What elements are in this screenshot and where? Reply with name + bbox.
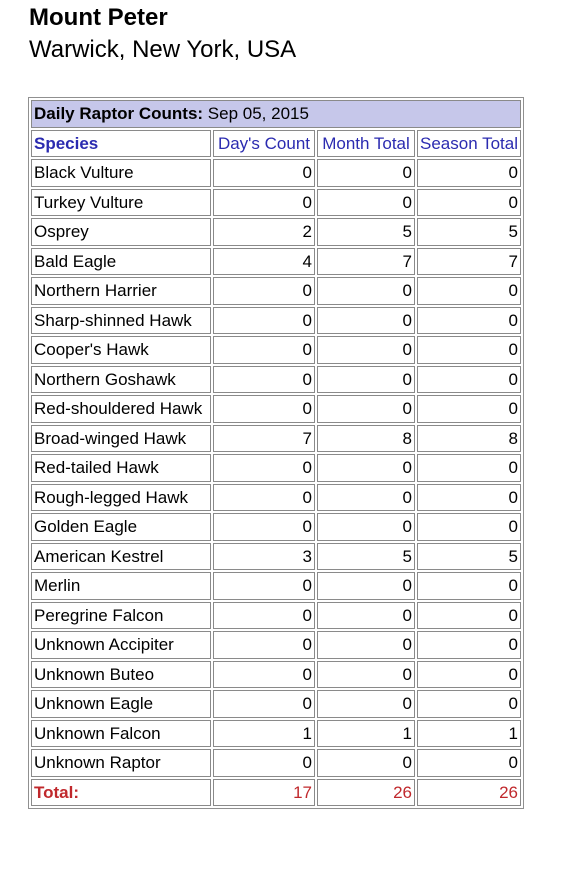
table-row	[31, 189, 521, 217]
month-total-cell: 0	[317, 307, 415, 335]
species-name: Northern Harrier	[31, 277, 211, 305]
month-total-cell: 8	[317, 425, 415, 453]
total-season-total: 26	[417, 779, 521, 807]
month-total-cell: 5	[317, 218, 415, 246]
table-title-label: Daily Raptor Counts:	[34, 104, 204, 123]
species-name: Turkey Vulture	[31, 189, 211, 217]
species-name: Golden Eagle	[31, 513, 211, 541]
species-name: Unknown Accipiter	[31, 631, 211, 659]
species-name: American Kestrel	[31, 543, 211, 571]
table-row	[31, 543, 521, 571]
header-month-total: Month Total	[317, 130, 415, 158]
season-total-cell: 0	[417, 277, 521, 305]
species-name: Northern Goshawk	[31, 366, 211, 394]
month-total-cell: 0	[317, 366, 415, 394]
table-title	[31, 100, 521, 128]
days-count-cell: 2	[213, 218, 315, 246]
table-row	[31, 336, 521, 364]
table-row	[31, 366, 521, 394]
table-row	[31, 454, 521, 482]
table-row	[31, 690, 521, 718]
header-species: Species	[31, 130, 211, 158]
season-total-cell: 0	[417, 513, 521, 541]
table-row	[31, 277, 521, 305]
season-total-cell: 5	[417, 218, 521, 246]
species-name: Unknown Raptor	[31, 749, 211, 777]
species-name: Peregrine Falcon	[31, 602, 211, 630]
site-name: Mount Peter	[29, 4, 168, 31]
days-count-cell: 0	[213, 602, 315, 630]
table-row	[31, 720, 521, 748]
month-total-cell: 0	[317, 336, 415, 364]
days-count-cell: 0	[213, 454, 315, 482]
table-row	[31, 307, 521, 335]
season-total-cell: 8	[417, 425, 521, 453]
days-count-cell: 0	[213, 366, 315, 394]
month-total-cell: 7	[317, 248, 415, 276]
season-total-cell: 0	[417, 749, 521, 777]
days-count-cell: 0	[213, 631, 315, 659]
table-row	[31, 248, 521, 276]
days-count-cell: 3	[213, 543, 315, 571]
species-name: Unknown Falcon	[31, 720, 211, 748]
species-name: Osprey	[31, 218, 211, 246]
month-total-cell: 0	[317, 484, 415, 512]
month-total-cell: 0	[317, 277, 415, 305]
days-count-cell: 0	[213, 749, 315, 777]
species-name: Unknown Buteo	[31, 661, 211, 689]
species-name: Bald Eagle	[31, 248, 211, 276]
table-row	[31, 602, 521, 630]
days-count-cell: 0	[213, 336, 315, 364]
table-row	[31, 661, 521, 689]
table-row	[31, 513, 521, 541]
total-label: Total:	[31, 779, 211, 807]
month-total-cell: 0	[317, 395, 415, 423]
table-row	[31, 218, 521, 246]
site-location: Warwick, New York, USA	[29, 36, 297, 63]
month-total-cell: 0	[317, 572, 415, 600]
species-name: Merlin	[31, 572, 211, 600]
table-header-row	[31, 130, 521, 158]
header-days-count: Day's Count	[213, 130, 315, 158]
table-row	[31, 572, 521, 600]
days-count-cell: 0	[213, 513, 315, 541]
season-total-cell: 5	[417, 543, 521, 571]
raptor-counts-table	[28, 97, 524, 809]
season-total-cell: 0	[417, 189, 521, 217]
total-month-total: 26	[317, 779, 415, 807]
table-row	[31, 484, 521, 512]
days-count-cell: 0	[213, 572, 315, 600]
season-total-cell: 0	[417, 336, 521, 364]
days-count-cell: 0	[213, 690, 315, 718]
month-total-cell: 0	[317, 513, 415, 541]
season-total-cell: 0	[417, 572, 521, 600]
month-total-cell: 1	[317, 720, 415, 748]
days-count-cell: 0	[213, 277, 315, 305]
species-name: Red-tailed Hawk	[31, 454, 211, 482]
days-count-cell: 0	[213, 484, 315, 512]
table-row	[31, 395, 521, 423]
season-total-cell: 0	[417, 454, 521, 482]
season-total-cell: 0	[417, 159, 521, 187]
species-name: Sharp-shinned Hawk	[31, 307, 211, 335]
days-count-cell: 1	[213, 720, 315, 748]
days-count-cell: 0	[213, 307, 315, 335]
species-name: Red-shouldered Hawk	[31, 395, 211, 423]
header-season-total: Season Total	[417, 130, 521, 158]
days-count-cell: 0	[213, 395, 315, 423]
month-total-cell: 0	[317, 661, 415, 689]
season-total-cell: 1	[417, 720, 521, 748]
total-row	[31, 779, 521, 807]
month-total-cell: 5	[317, 543, 415, 571]
month-total-cell: 0	[317, 631, 415, 659]
table-title-row	[31, 100, 521, 128]
season-total-cell: 0	[417, 602, 521, 630]
month-total-cell: 0	[317, 159, 415, 187]
species-name: Broad-winged Hawk	[31, 425, 211, 453]
days-count-cell: 7	[213, 425, 315, 453]
season-total-cell: 0	[417, 307, 521, 335]
total-days-count: 17	[213, 779, 315, 807]
month-total-cell: 0	[317, 189, 415, 217]
days-count-cell: 4	[213, 248, 315, 276]
species-name: Unknown Eagle	[31, 690, 211, 718]
table-row	[31, 425, 521, 453]
season-total-cell: 0	[417, 366, 521, 394]
season-total-cell: 7	[417, 248, 521, 276]
table-row	[31, 631, 521, 659]
table-title-date: Sep 05, 2015	[207, 104, 309, 123]
table-row	[31, 749, 521, 777]
days-count-cell: 0	[213, 189, 315, 217]
month-total-cell: 0	[317, 602, 415, 630]
species-name: Black Vulture	[31, 159, 211, 187]
days-count-cell: 0	[213, 661, 315, 689]
season-total-cell: 0	[417, 631, 521, 659]
season-total-cell: 0	[417, 690, 521, 718]
season-total-cell: 0	[417, 395, 521, 423]
species-name: Rough-legged Hawk	[31, 484, 211, 512]
season-total-cell: 0	[417, 661, 521, 689]
table-row	[31, 159, 521, 187]
month-total-cell: 0	[317, 454, 415, 482]
season-total-cell: 0	[417, 484, 521, 512]
month-total-cell: 0	[317, 690, 415, 718]
species-name: Cooper's Hawk	[31, 336, 211, 364]
days-count-cell: 0	[213, 159, 315, 187]
month-total-cell: 0	[317, 749, 415, 777]
